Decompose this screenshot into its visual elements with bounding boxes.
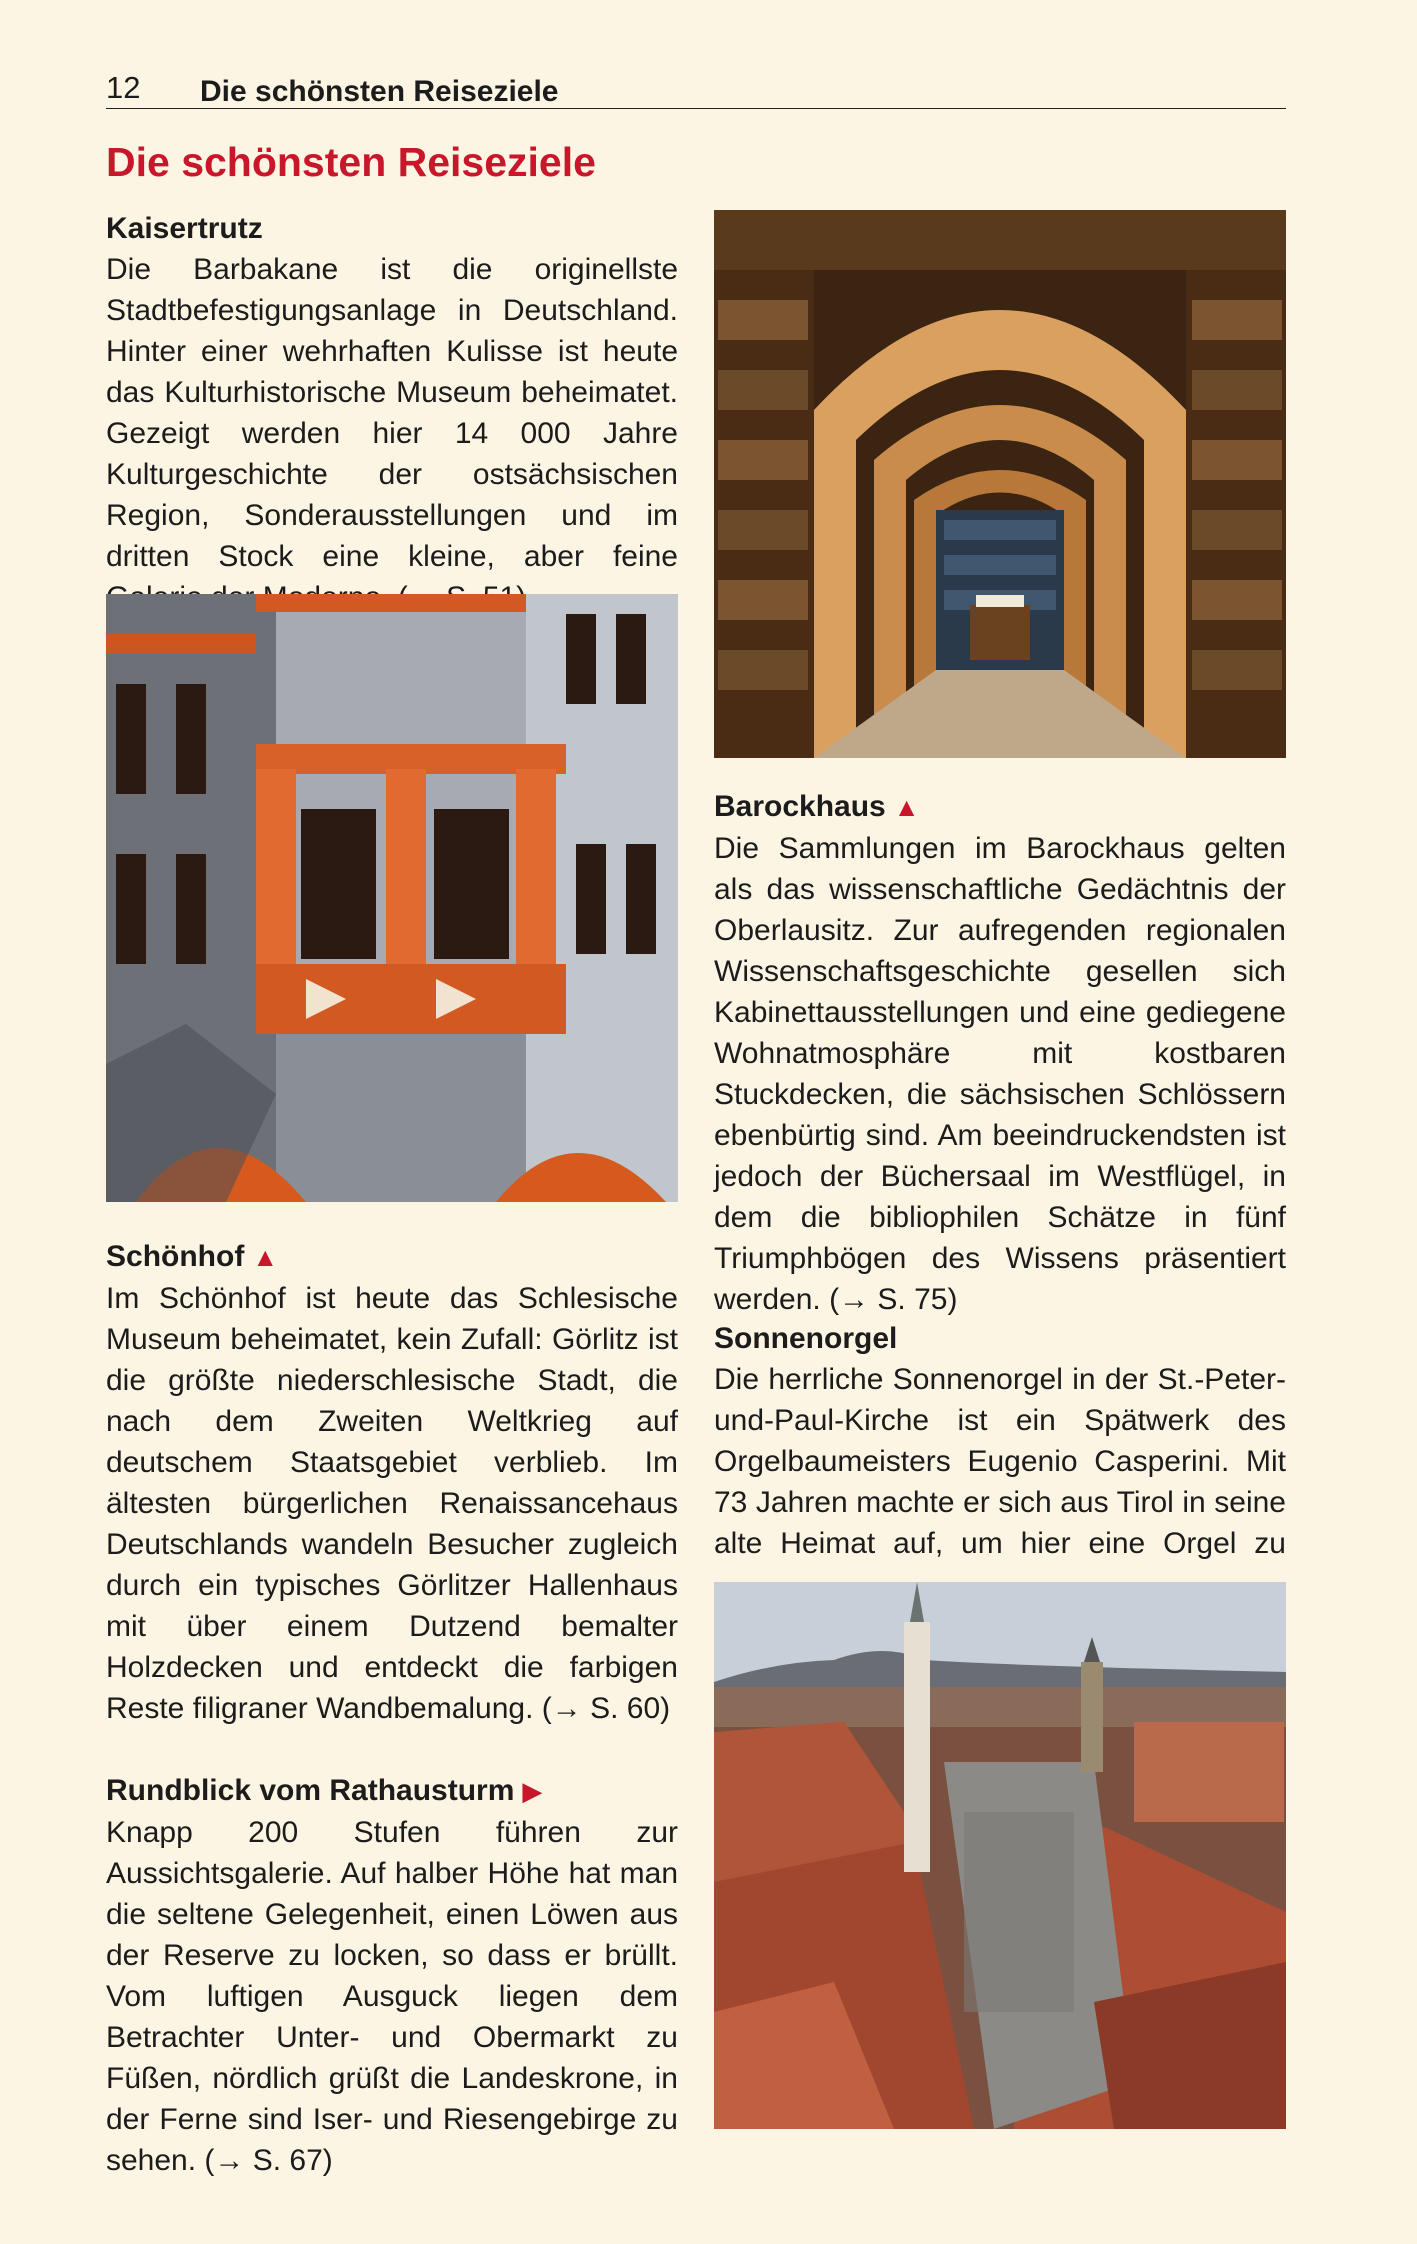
page-title: Die schönsten Reiseziele	[106, 139, 596, 185]
entry-text: Die herrliche Sonnenorgel in der St.-Peter-und-Paul-Kirche ist ein Spätwerk des Orgelbaumeisters Eugenio Casperini. Mit 73 Jahren machte er sich aus Tirol in seine alte Heimat auf, um hier eine Orgel zu	[714, 1363, 1286, 1560]
entry-title	[714, 786, 1286, 828]
library-photo	[714, 210, 1286, 758]
triangle-up-icon: ▲	[893, 792, 920, 822]
running-head: Die schönsten Reiseziele	[200, 75, 559, 108]
entry-title	[106, 1770, 678, 1812]
entry-schoenhof	[106, 1236, 678, 1729]
triangle-up-icon: ▲	[252, 1242, 279, 1272]
entry-title-text: Barockhaus	[714, 790, 886, 823]
entry-sonnenorgel	[714, 1318, 1286, 1564]
entry-text: Die Sammlungen im Barockhaus gelten als das wissenschaftliche Gedächtnis der Oberlausitz. Zur aufregenden regionalen Wissenschaftsgeschichte gesellen sich Kabinettausstellungen und eine gediegene Wohnatmosphäre mit kostbaren Stuckdecken, die sächsischen Schlössern ebenbürtig sind. Am beeindruckendsten ist jedoch der Büchersaal im Westflügel, in dem die bibliophilen Schätze in fünf Triumphbögen des Wissens präsentiert werden. (→ S. 75)	[714, 832, 1286, 1316]
entry-title: Kaisertrutz	[106, 212, 263, 245]
page-number: 12	[106, 70, 141, 105]
entry-text: Knapp 200 Stufen führen zur Aussichtsgalerie. Auf halber Höhe hat man die seltene Gelegenheit, einen Löwen aus der Reserve zu locken, so dass er brüllt. Vom luftigen Ausguck liegen dem Betrachter Unter- und Obermarkt zu Füßen, nördlich grüßt die Landeskrone, in der Ferne sind Iser- und Riesengebirge zu sehen. (→ S. 67)	[106, 1816, 678, 2177]
entry-title	[106, 1236, 678, 1278]
entry-title-text: Schönhof	[106, 1240, 245, 1273]
entry-title: Sonnenorgel	[714, 1322, 898, 1355]
entry-text: Die Barbakane ist die originellste Stadtbefestigungsanlage in Deutschland. Hinter einer wehrhaften Kulisse ist heute das Kulturhistorische Museum beheimatet. Gezeigt werden hier 14 000 Jahre Kulturgeschichte der ostsächsischen Region, Sonderausstellungen und im dritten Stock eine kleine, aber feine	[106, 253, 678, 573]
page-header	[106, 68, 1286, 109]
goerlitz-aerial-photo	[714, 1582, 1286, 2129]
entry-rundblick	[106, 1770, 678, 2181]
triangle-right-icon: ▶	[522, 1776, 543, 1806]
entry-text: Im Schönhof ist heute das Schlesische Museum beheimatet, kein Zufall: Görlitz ist die größte niederschlesische Stadt, die nach dem Zweiten Weltkrieg auf deutschem Staatsgebiet verblieb. Im ältesten bürgerlichen Renaissancehaus Deutschlands wandeln Besucher zugleich durch ein typisches Görlitzer Hallenhaus mit über einem Dutzend bemalter Holzdecken und entdeckt die farbigen Reste filigraner Wandbemalung. (→ S. 60)	[106, 1282, 678, 1725]
entry-title-text: Rundblick vom Rathausturm	[106, 1774, 515, 1807]
entry-barockhaus	[714, 786, 1286, 1320]
entry-kaisertrutz	[106, 208, 678, 618]
schoenhof-facade-photo	[106, 594, 678, 1202]
